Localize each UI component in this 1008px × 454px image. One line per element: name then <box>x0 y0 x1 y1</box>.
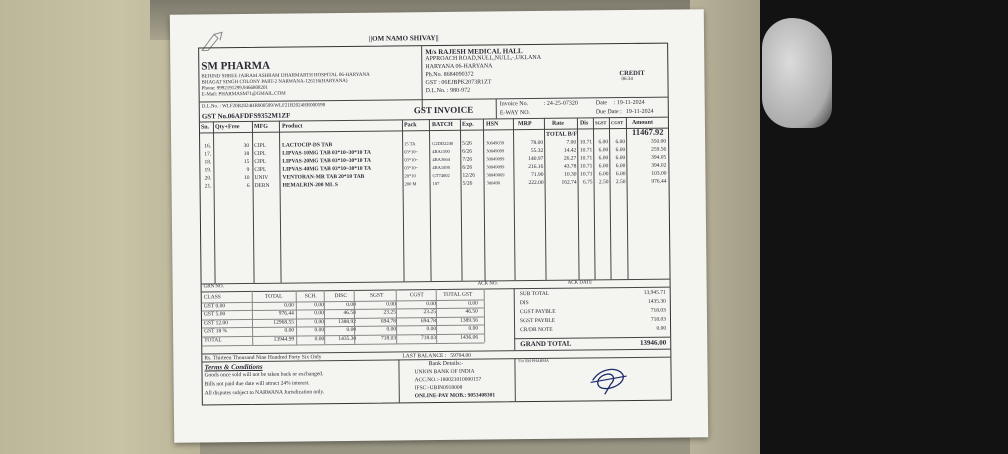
col-sgst: SGST <box>594 120 607 126</box>
seller-dl: D.L.No. : WLF20B2024HR000599/WLF21B2024HR000598 <box>201 103 326 110</box>
tax-cell: 694.78 <box>420 317 437 324</box>
row-rate: 26.27 <box>563 155 577 162</box>
row-rate: 7.00 <box>566 139 577 146</box>
row-mfg: CIPL <box>254 142 267 149</box>
row-dis: 10.71 <box>579 147 593 154</box>
tax-cell: 46.50 <box>465 308 478 315</box>
row-hsn: 300490 <box>486 180 501 186</box>
row-mrp: 216.16 <box>528 163 544 171</box>
bank-online-pay: ONLINE-PAY MOB.: 9053408301 <box>414 392 496 400</box>
row-batch: GT74002 <box>432 172 450 179</box>
tax-header: SGST <box>369 292 384 299</box>
tax-cell: 12968.55 <box>273 319 295 326</box>
amount-in-words: Rs. Thirteen Thousand Nine Hundred Forty Six Only <box>204 354 322 362</box>
items-bottom-line <box>202 279 670 285</box>
seller-email: E-Mail: PHARMASM71@GMAIL.COM <box>201 91 286 98</box>
buyer-phone: Ph.No. 8684090372 <box>425 71 474 79</box>
tax-cell: 0.00 <box>284 327 295 335</box>
row-cgst: 6.00 <box>615 147 626 154</box>
footer-divider <box>514 358 515 401</box>
row-mfg: CIPL <box>254 150 267 157</box>
row-batch: G2DD2240 <box>432 140 454 147</box>
row-sn: 17. <box>204 151 212 158</box>
row-pack: 03*10~ <box>404 149 418 155</box>
tax-cell: 0.00 <box>468 325 479 333</box>
invoice-no: : 24-25-07320 <box>543 100 578 107</box>
grn-label: GRN NO. <box>203 284 224 290</box>
tax-cell: 23.25 <box>423 309 436 316</box>
row-exp: 12/26 <box>462 172 476 179</box>
tax-header: CLASS <box>203 294 221 301</box>
col-sn: Sn. <box>200 124 210 131</box>
row-exp: 5/26 <box>462 180 473 187</box>
summary-label: CR/DR NOTE <box>520 326 553 334</box>
tax-header: TOTAL GST <box>443 291 473 298</box>
tax-cell: GST 18 % <box>204 328 228 335</box>
plastic-bag <box>762 18 832 128</box>
grand-total-value: 13946.00 <box>639 338 667 347</box>
tax-cell: 0.00 <box>346 327 357 334</box>
tax-cell: 0.00 <box>346 301 356 308</box>
row-mrp: 55.32 <box>530 147 544 155</box>
summary-value: 718.03 <box>650 316 667 323</box>
summary-label: DIS <box>519 300 529 307</box>
credit-time: 06:34 <box>621 76 633 83</box>
header-divider <box>421 46 423 110</box>
buyer-name: M/s RAJESH MEDICAL HALL <box>425 47 523 57</box>
tax-cell: 0.00 <box>386 301 396 308</box>
tax-cell: 13944.99 <box>273 336 295 343</box>
seller-address1: BEHIND SHREE JAIRAM ASHRAM DHARMARTH HOSPITAL 06-HARYANA <box>201 72 370 80</box>
row-sgst: 6.00 <box>598 147 609 154</box>
seller-address2: BHAGAT SINGH COLONY PART-2 NARWANA-126116(HARYANA) <box>201 78 348 86</box>
bank-title: Bank Details:- <box>428 360 464 368</box>
row-qty: 6 <box>246 182 250 190</box>
row-amount: 976.44 <box>651 178 667 185</box>
tax-cell: GST 0.00 <box>203 302 226 310</box>
row-hsn: 30049039 <box>486 140 505 146</box>
seller-phone: Phone: 9992191299,9466808201 <box>201 85 268 92</box>
tax-cell: GST 12.00 <box>203 320 229 327</box>
tax-header: SCH. <box>304 293 317 300</box>
tax-cell: 718.03 <box>381 335 397 342</box>
row-cgst: 6.00 <box>615 139 626 146</box>
buyer-gst: GST : 06EJBPK2073R1ZT <box>425 79 492 87</box>
tax-cell: 0.00 <box>314 319 325 326</box>
col-hsn: HSN <box>485 121 499 128</box>
row-sgst: 6.00 <box>598 171 609 178</box>
summary-label: CGST PAYBLE <box>519 308 556 316</box>
total-bf-label: TOTAL B/F <box>546 131 578 138</box>
bank-account: ACC.NO.:-180021010000157 <box>414 376 482 384</box>
row-batch: 4BA3664 <box>432 156 450 163</box>
credit-label: CREDIT <box>619 69 645 78</box>
tax-cell: 694.78 <box>380 318 397 325</box>
due-date-label: Due Date : <box>595 109 622 116</box>
terms-title: Terms & Conditions <box>204 362 263 372</box>
tax-cell: 0.00 <box>468 300 478 307</box>
tax-cell: 0.00 <box>314 336 325 343</box>
ack-date-label: ACK DATE <box>567 280 593 286</box>
tax-summary-divider <box>514 288 516 350</box>
row-hsn: 30049099 <box>486 148 505 154</box>
row-rate: 162.74 <box>561 179 577 186</box>
invoice-title-divider <box>496 98 497 118</box>
invoice-date: : 19-11-2024 <box>613 99 645 107</box>
row-mfg: CIPL <box>254 166 267 173</box>
col-pack: Pack <box>403 122 417 129</box>
row-dis: 10.71 <box>579 163 593 170</box>
tax-cell: 1436.06 <box>460 334 479 341</box>
due-date: 19-11-2024 <box>625 108 654 116</box>
tax-cell: 0.00 <box>426 300 436 307</box>
row-dis: 10.71 <box>580 171 593 178</box>
row-sn: 21. <box>204 183 212 190</box>
row-qty: 18 <box>243 150 250 158</box>
tax-cell: GST 5.00 <box>203 311 226 318</box>
row-hsn: 30049099 <box>486 156 505 162</box>
row-amount: 394.02 <box>651 162 667 169</box>
row-product: LIPVAS-40MG TAB 03*10~30*10 TA <box>282 165 372 173</box>
buyer-dl: D.L.No. : 980-972 <box>425 87 471 95</box>
total-bf-value: 11467.92 <box>631 126 664 137</box>
row-batch: 4BA1898 <box>432 164 450 171</box>
buyer-address2: HARYANA 06-HARYANA <box>425 63 493 71</box>
col-cgst: CGST <box>610 120 624 126</box>
ack-no-label: ACK NO. <box>477 281 498 287</box>
tax-cell: 0.00 <box>426 326 437 333</box>
tax-cell: TOTAL <box>204 337 222 344</box>
tax-cell: 1388.92 <box>338 318 357 325</box>
row-amount: 259.56 <box>651 146 667 153</box>
row-qty: 10 <box>243 174 250 182</box>
row-qty: 30 <box>243 142 250 150</box>
row-exp: 6/26 <box>462 164 473 171</box>
bank-ifsc: IFSC:-UBIN0918008 <box>414 384 463 392</box>
row-mfg: CIPL <box>254 158 267 165</box>
row-mrp: 78.00 <box>530 139 544 147</box>
grand-total-label: GRAND TOTAL <box>520 339 572 349</box>
row-exp: 6/26 <box>462 148 473 155</box>
row-qty: 15 <box>243 158 250 166</box>
row-exp: 5/26 <box>462 140 472 147</box>
summary-label: SGST PAYBLE <box>519 317 556 325</box>
last-balance-value: 59704.00 <box>450 352 472 359</box>
row-cgst: 2.50 <box>615 179 626 186</box>
row-sn: 16. <box>204 143 212 150</box>
seller-gst: GST No.06AFDFS9352M1ZF <box>201 111 291 121</box>
col-dis: Dis <box>579 120 589 127</box>
row-sgst: 6.00 <box>598 163 609 170</box>
row-sgst: 6.00 <box>598 155 609 162</box>
invoice-no-label: Invoice No. <box>499 101 529 108</box>
row-rate: 14.42 <box>563 147 577 154</box>
invoice-frame <box>198 33 672 406</box>
col-batch: BATCH <box>431 121 453 129</box>
row-pack: 20*10 <box>404 173 416 179</box>
summary-label: SUB TOTAL <box>519 290 550 298</box>
row-mrp: 222.00 <box>528 179 544 187</box>
row-amount: 350.00 <box>650 138 667 145</box>
col-product: Product <box>281 123 303 130</box>
row-cgst: 6.00 <box>615 155 626 162</box>
tax-cell: 23.25 <box>383 309 396 316</box>
row-dis: 10.71 <box>579 139 593 146</box>
col-amount: Amount <box>631 119 653 126</box>
row-amount: 103.00 <box>651 170 667 177</box>
header-title: ||OM NAMO SHIVAY|| <box>368 33 439 43</box>
row-mfg: DERN <box>254 182 270 189</box>
col-rate: Rate <box>551 120 564 127</box>
row-amount: 394.05 <box>651 154 667 161</box>
row-product: VENTORAN-MR TAB 20*10 TAB <box>282 173 365 181</box>
summary-value: 13,945.71 <box>643 289 666 296</box>
row-sn: 18. <box>204 159 212 166</box>
row-rate: 10.30 <box>564 171 577 178</box>
terms-line: Goods once sold will not be taken back or exchanged. <box>204 371 324 379</box>
col-qty: Qty+Free <box>214 124 240 131</box>
handwritten-signature <box>586 358 630 396</box>
footer-divider <box>398 359 399 402</box>
row-product: LIPVAS-20MG TAB 03*10~30*10 TA <box>282 157 372 165</box>
tax-col-divider <box>484 289 486 343</box>
row-pack: 200 M <box>404 181 417 187</box>
eway-label: E-WAY NO. <box>499 110 531 117</box>
tax-header: TOTAL <box>264 293 283 300</box>
tax-cell: 1389.56 <box>460 317 479 324</box>
row-sn: 19. <box>204 167 212 174</box>
terms-line: Bills not paid due date will attract 24% interest. <box>204 380 310 388</box>
invoice-paper <box>170 9 708 443</box>
col-mrp: MRP <box>517 121 532 128</box>
row-rate: 43.78 <box>563 163 577 170</box>
tax-cell: 0.00 <box>314 327 325 334</box>
summary-value: 1435.30 <box>647 298 666 305</box>
row-mrp: 140.97 <box>528 155 544 163</box>
tax-cell: 976.44 <box>278 310 294 317</box>
tax-cell: 0.00 <box>314 310 324 317</box>
tax-cell: 0.00 <box>314 301 324 308</box>
for-company-label: For SM PHARMA <box>518 357 549 364</box>
row-hsn: 30049099 <box>486 164 505 170</box>
tax-cell: 46.58 <box>343 310 356 317</box>
row-dis: 6.75 <box>582 179 593 186</box>
row-mrp: 71.90 <box>531 171 544 179</box>
row-batch: 107 <box>432 180 440 187</box>
last-balance-label: LAST BALANCE : <box>402 352 447 360</box>
invoice-title: GST INVOICE <box>413 104 474 116</box>
row-sgst: 6.00 <box>598 139 609 146</box>
row-dis: 10.71 <box>579 155 593 162</box>
row-pack: 03*10~ <box>404 157 419 163</box>
tax-cell: 718.03 <box>421 335 437 342</box>
row-sgst: 2.50 <box>598 179 609 186</box>
col-exp: Exp. <box>461 121 474 128</box>
row-qty: 9 <box>246 166 250 174</box>
row-cgst: 6.00 <box>615 163 626 170</box>
row-product: LACTOCIP-DS TAB <box>282 142 333 149</box>
row-exp: 7/26 <box>462 156 473 163</box>
row-sn: 20. <box>204 175 212 182</box>
tax-cell: 0.00 <box>386 326 397 333</box>
tax-header: DISC <box>334 292 348 300</box>
tax-header: CGST <box>409 292 424 299</box>
row-hsn: 30049069 <box>486 172 505 178</box>
tax-cell: 0.00 <box>284 302 294 309</box>
col-mfg: MFG <box>253 123 268 130</box>
row-product: LIPVAS-10MG TAB 03*10~30*10 TA <box>282 149 371 157</box>
seller-name: SM PHARMA <box>201 59 271 73</box>
row-pack: 03*10~ <box>404 165 419 171</box>
buyer-address1: APPROACH ROAD,NULL,NULL,-,UKLANA <box>425 54 542 63</box>
date-label: Date <box>595 100 608 107</box>
row-batch: 4BA1500 <box>432 148 450 155</box>
summary-value: 718.03 <box>650 307 666 314</box>
row-mfg: UNIV <box>254 174 269 181</box>
bank-name: UNION BANK OF INDIA <box>414 368 475 376</box>
terms-line: All disputes subject to NARWANA Jurisdication only. <box>204 389 325 397</box>
row-product: HEMALRIN-200 ML S <box>282 182 338 189</box>
row-pack: 15 TA <box>404 141 416 147</box>
tax-cell: 1435.30 <box>338 335 357 343</box>
row-cgst: 6.00 <box>615 171 626 178</box>
summary-value: 0.00 <box>656 325 667 332</box>
